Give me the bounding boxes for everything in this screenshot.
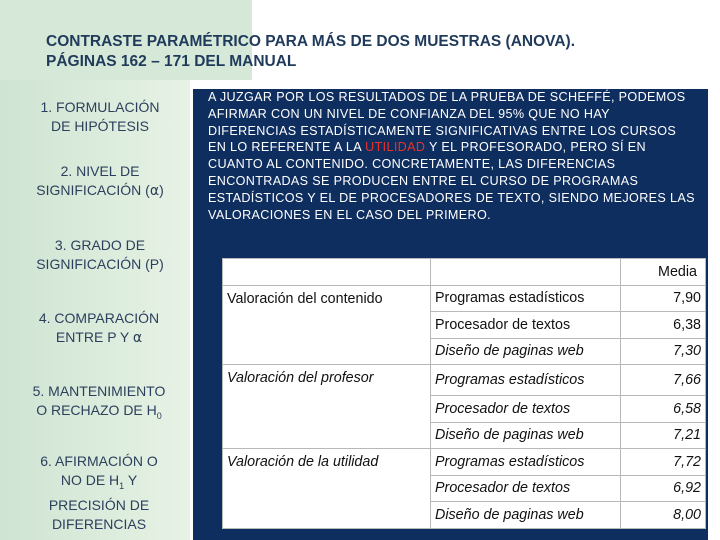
media-cell: 7,90 — [621, 285, 706, 312]
media-cell: 6,58 — [621, 396, 706, 423]
group-label: Valoración del profesor — [223, 365, 431, 396]
table-row — [223, 312, 706, 339]
course-cell: Diseño de paginas web — [431, 338, 621, 365]
title-line-1: CONTRASTE PARAMÉTRICO PARA MÁS DE DOS MUESTRAS (ANOVA). — [46, 33, 576, 50]
sidebar-item-label: 5. MANTENIMIENTO — [32, 383, 166, 399]
course-cell: Procesador de textos — [431, 475, 621, 502]
table-cell — [223, 396, 431, 423]
table-header-media: Media — [621, 259, 706, 286]
sidebar-item-label: 3. GRADO DE — [54, 237, 146, 253]
sidebar-item-afirmacion[interactable] — [14, 452, 184, 534]
course-cell: Programas estadísticos — [431, 449, 621, 476]
table-row — [223, 449, 706, 476]
sidebar-item-formulacion[interactable] — [20, 98, 180, 136]
sidebar-item-label: SIGNIFICACIÓN (P) — [36, 256, 164, 272]
media-cell: 6,92 — [621, 475, 706, 502]
table-header-row — [223, 259, 706, 286]
table-cell — [223, 338, 431, 365]
course-cell: Procesador de textos — [431, 312, 621, 339]
table-cell — [223, 422, 431, 449]
media-cell: 7,30 — [621, 338, 706, 365]
table-row — [223, 502, 706, 529]
sidebar-item-mantenimiento[interactable] — [8, 382, 190, 426]
sidebar-item-nivel-significacion[interactable] — [10, 162, 190, 201]
course-cell: Diseño de paginas web — [431, 422, 621, 449]
page-title — [46, 32, 706, 72]
table-cell — [223, 259, 431, 286]
sidebar-item-label: O RECHAZO DE $H_0$ — [36, 402, 162, 421]
title-line-2: PÁGINAS 162 – 171 DEL MANUAL — [46, 53, 297, 70]
media-cell: 7,21 — [621, 422, 706, 449]
sidebar-item-comparacion[interactable] — [14, 309, 184, 348]
sidebar-item-label: DIFERENCIAS — [51, 515, 147, 532]
table-row — [223, 285, 706, 312]
course-cell: Programas estadísticos — [431, 285, 621, 312]
sidebar-item-label: SIGNIFICACIÓN (α) — [36, 182, 164, 199]
table-row — [223, 338, 706, 365]
table-cell — [223, 475, 431, 502]
sidebar-item-label: DE HIPÓTESIS — [50, 118, 150, 134]
scheffe-results-table — [222, 258, 706, 529]
media-cell: 7,72 — [621, 449, 706, 476]
course-cell: Diseño de paginas web — [431, 502, 621, 529]
sidebar-item-label: 1. FORMULACIÓN — [40, 99, 160, 115]
sidebar-item-label: PRECISIÓN DE — [48, 496, 150, 513]
media-cell: 7,66 — [621, 365, 706, 396]
media-cell: 6,38 — [621, 312, 706, 339]
table-cell — [223, 312, 431, 339]
group-label: Valoración del contenido — [223, 285, 431, 312]
group-label: Valoración de la utilidad — [223, 449, 431, 476]
table-row — [223, 365, 706, 396]
sidebar-item-grado-significacion[interactable] — [10, 236, 190, 274]
sidebar-item-label: ENTRE P Y α — [55, 329, 143, 346]
course-cell: Programas estadísticos — [431, 365, 621, 396]
table-row — [223, 396, 706, 423]
table-cell — [223, 502, 431, 529]
sidebar-item-label: 4. COMPARACIÓN — [38, 310, 160, 326]
table-cell — [431, 259, 621, 286]
sidebar-item-label: 2. NIVEL DE — [60, 163, 140, 179]
table-row — [223, 475, 706, 502]
conclusion-text: A JUZGAR POR LOS RESULTADOS DE LA PRUEBA DE SCHEFFÉ, PODEMOS AFIRMAR CON UN NIVEL DE CONFIANZA DEL 95% QUE NO HAY DIFERENCIAS ESTADÍSTICAMENTE SIGNIFICATIVAS ENTRE LOS CURSOS EN LO REFERENTE A LA UTILIDAD Y EL PROFESORADO, PERO SÍ EN CUANTO AL CONTENIDO. CONCRETAMENTE, LAS DIFERENCIAS ENCONTRADAS SE PRODUCEN ENTRE EL CURSO DE PROGRAMAS ESTADÍSTICOS Y EL DE PROCESADORES DE TEXTO, SIENDO MEJORES LAS VALORACIONES EN EL CASO DEL PRIMERO. — [208, 90, 695, 222]
sidebar-item-label: 6. AFIRMACIÓN O — [40, 453, 158, 469]
highlight-utilidad: UTILIDAD — [365, 140, 426, 155]
course-cell: Procesador de textos — [431, 396, 621, 423]
sidebar-item-label: NO DE $H_1$ Y — [60, 472, 138, 491]
media-cell: 8,00 — [621, 502, 706, 529]
table-row — [223, 422, 706, 449]
